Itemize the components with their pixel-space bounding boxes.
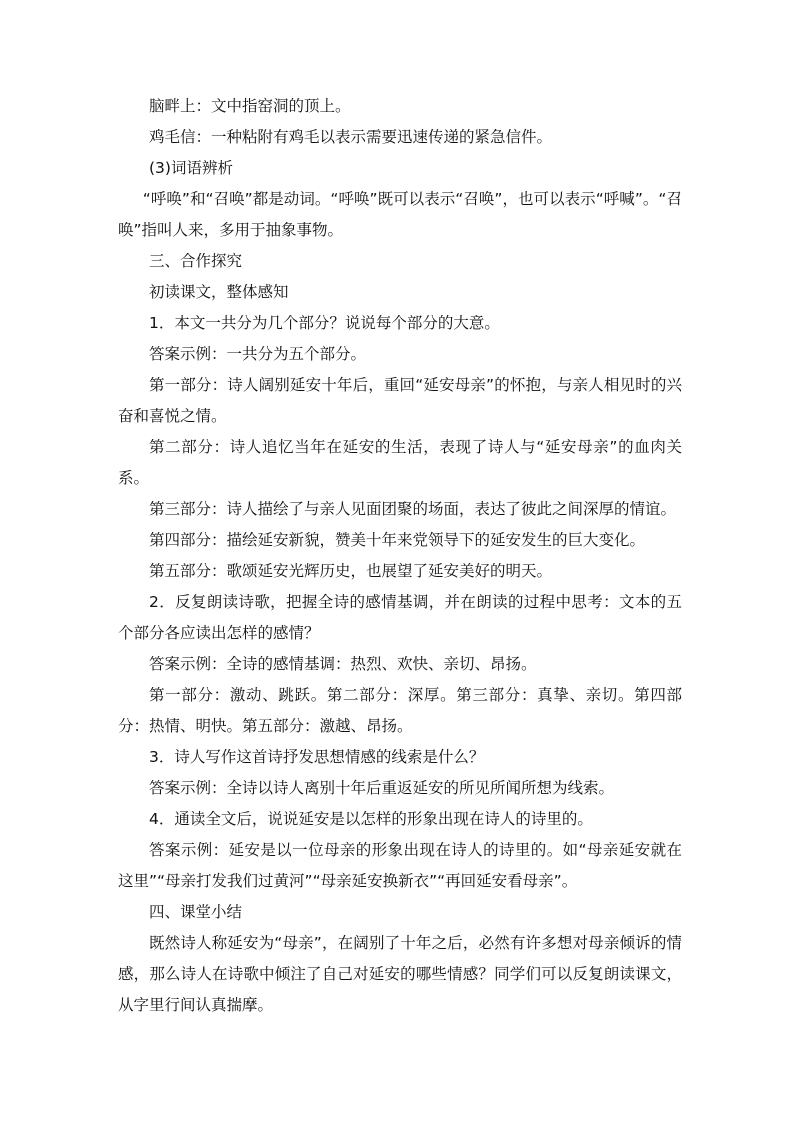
document-body	[118, 91, 682, 1021]
section-heading-cooperative-inquiry: 三、合作探究	[149, 252, 243, 270]
answer-1: 答案示例：一共分为五个部分。	[149, 345, 367, 363]
answer-2-parts: 第一部分：激动、跳跃。第二部分：深厚。第三部分：真挚、亲切。第四部分：热情、明快。第五部分：激越、昂扬。	[118, 686, 682, 735]
question-2: 2．反复朗读诗歌，把握全诗的感情基调，并在朗读的过程中思考：文本的五个部分各应读出怎样的感情？	[118, 593, 682, 642]
paragraph-word-analysis: “呼唤”和“召唤”都是动词。“呼唤”既可以表示“召唤”，也可以表示“呼喊”。“召唤”指叫人来，多用于抽象事物。	[118, 190, 682, 239]
answer-1-part-5: 第五部分：歌颂延安光辉历史，也展望了延安美好的明天。	[149, 562, 553, 580]
paragraph-class-summary: 既然诗人称延安为“母亲”，在阔别了十年之后，必然有许多想对母亲倾诉的情感，那么诗人在诗歌中倾注了自己对延安的哪些情感？同学们可以反复朗读课文，从字里行间认真揣摩。	[118, 934, 682, 1014]
paragraph-term-naopan: 脑畔上：文中指窑洞的顶上。	[149, 97, 351, 115]
answer-2: 答案示例：全诗的感情基调：热烈、欢快、亲切、昂扬。	[149, 655, 537, 673]
paragraph-subheading-first-reading: 初读课文，整体感知	[149, 283, 289, 301]
answer-1-part-1: 第一部分：诗人阔别延安十年后，重回“延安母亲”的怀抱，与亲人相见时的兴奋和喜悦之情。	[118, 376, 682, 425]
question-1: 1．本文一共分为几个部分？说说每个部分的大意。	[149, 314, 500, 332]
answer-1-part-4: 第四部分：描绘延安新貌，赞美十年来党领导下的延安发生的巨大变化。	[149, 531, 646, 549]
answer-1-part-2: 第二部分：诗人追忆当年在延安的生活，表现了诗人与“延安母亲”的血肉关系。	[118, 438, 682, 487]
paragraph-term-jimaoxin: 鸡毛信：一种粘附有鸡毛以表示需要迅速传递的紧急信件。	[149, 128, 553, 146]
question-4: 4．通读全文后，说说延安是以怎样的形象出现在诗人的诗里的。	[149, 810, 593, 828]
answer-3: 答案示例：全诗以诗人离别十年后重返延安的所见所闻所想为线索。	[149, 779, 615, 797]
answer-4: 答案示例：延安是以一位母亲的形象出现在诗人的诗里的。如“母亲延安就在这里”“母亲打发我们过黄河”“母亲延安换新衣”“再回延安看母亲”。	[118, 841, 682, 890]
section-heading-class-summary: 四、课堂小结	[149, 903, 243, 921]
paragraph-heading-word-analysis: (3)词语辨析	[149, 159, 233, 177]
answer-1-part-3: 第三部分：诗人描绘了与亲人见面团聚的场面，表达了彼此之间深厚的情谊。	[149, 500, 677, 518]
question-3: 3．诗人写作这首诗抒发思想情感的线索是什么？	[149, 748, 485, 766]
